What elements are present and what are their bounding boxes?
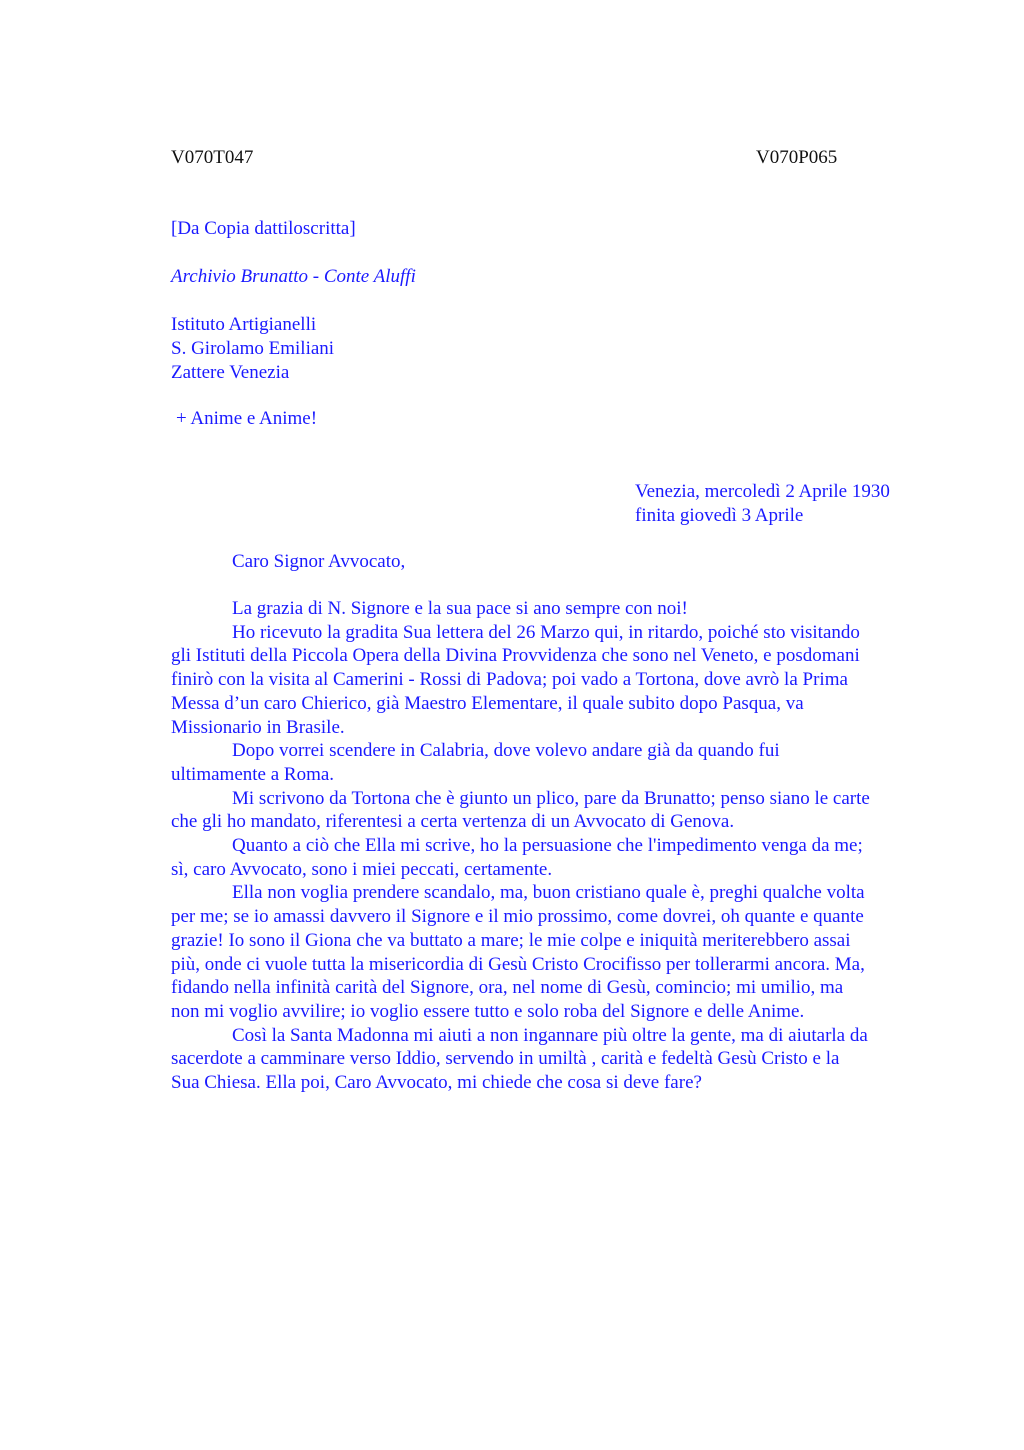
body-line: Così la Santa Madonna mi aiuti a non ingannare più oltre la gente, ma di aiutarla da (232, 1024, 868, 1046)
date-line: Venezia, mercoledì 2 Aprile 1930 (635, 481, 890, 502)
body-line: fidando nella infinità carità del Signore, ora, nel nome di Gesù, comincio; mi umilio, ma (171, 977, 844, 999)
letter-body (171, 597, 931, 1095)
body-line: Dopo vorrei scendere in Calabria, dove volevo andare già da quando fui (232, 740, 780, 762)
body-line: Ella non voglia prendere scandalo, ma, buon cristiano quale è, preghi qualche volta (232, 882, 865, 904)
body-line: Quanto a ciò che Ella mi scrive, ho la persuasione che l'impedimento venga da me; (232, 835, 863, 857)
body-line: Ho ricevuto la gradita Sua lettera del 26 Marzo qui, in ritardo, poiché sto visitando (232, 621, 860, 643)
address-block (171, 313, 334, 385)
body-line: non mi voglio avvilire; io voglio essere tutto e solo roba del Signore e delle Anime. (171, 1000, 805, 1022)
address-line: S. Girolamo Emiliani (171, 338, 335, 359)
date-line: finita giovedì 3 Aprile (635, 505, 804, 526)
document-ref-right: V070P065 (756, 147, 838, 168)
body-line: Messa d’un caro Chierico, già Maestro Elementare, il quale subito dopo Pasqua, va (171, 692, 804, 714)
body-line: grazie! Io sono il Giona che va buttato a mare; le mie colpe e iniquità meriterebbero assai (171, 929, 851, 951)
body-line: sì, caro Avvocato, sono i miei peccati, certamente. (171, 858, 553, 880)
address-line: Zattere Venezia (171, 362, 290, 383)
body-line: La grazia di N. Signore e la sua pace si ano sempre con noi! (232, 598, 688, 619)
body-line: ultimamente a Roma. (171, 763, 335, 785)
motto: + Anime e Anime! (176, 408, 318, 429)
salutation: Caro Signor Avvocato, (232, 551, 406, 572)
archive-note: Archivio Brunatto - Conte Aluffi (171, 266, 416, 287)
address-line: Istituto Artigianelli (171, 314, 317, 335)
body-line: Mi scrivono da Tortona che è giunto un plico, pare da Brunatto; penso siano le carte (232, 787, 870, 809)
source-note: [Da Copia dattiloscritta] (171, 218, 356, 239)
body-line: sacerdote a camminare verso Iddio, servendo in umiltà , carità e fedeltà Gesù Cristo e la (171, 1048, 840, 1070)
body-line: finirò con la visita al Camerini - Rossi di Padova; poi vado a Tortona, dove avrò la Prima (171, 669, 848, 691)
body-line: Missionario in Brasile. (171, 716, 345, 738)
body-line: più, onde ci vuole tutta la misericordia di Gesù Cristo Crocifisso per tollerarmi ancora. Ma, (171, 953, 865, 975)
body-line: gli Istituti della Piccola Opera della Divina Provvidenza che sono nel Veneto, e posdomani (171, 645, 860, 667)
body-line: Sua Chiesa. Ella poi, Caro Avvocato, mi chiede che cosa si deve fare? (171, 1072, 702, 1094)
body-line: che gli ho mandato, riferentesi a certa vertenza di un Avvocato di Genova. (171, 811, 735, 833)
body-line: per me; se io amassi davvero il Signore e il mio prossimo, come dovrei, oh quante e quante (171, 906, 864, 928)
document-ref-left: V070T047 (171, 147, 254, 168)
date-block (635, 480, 890, 528)
